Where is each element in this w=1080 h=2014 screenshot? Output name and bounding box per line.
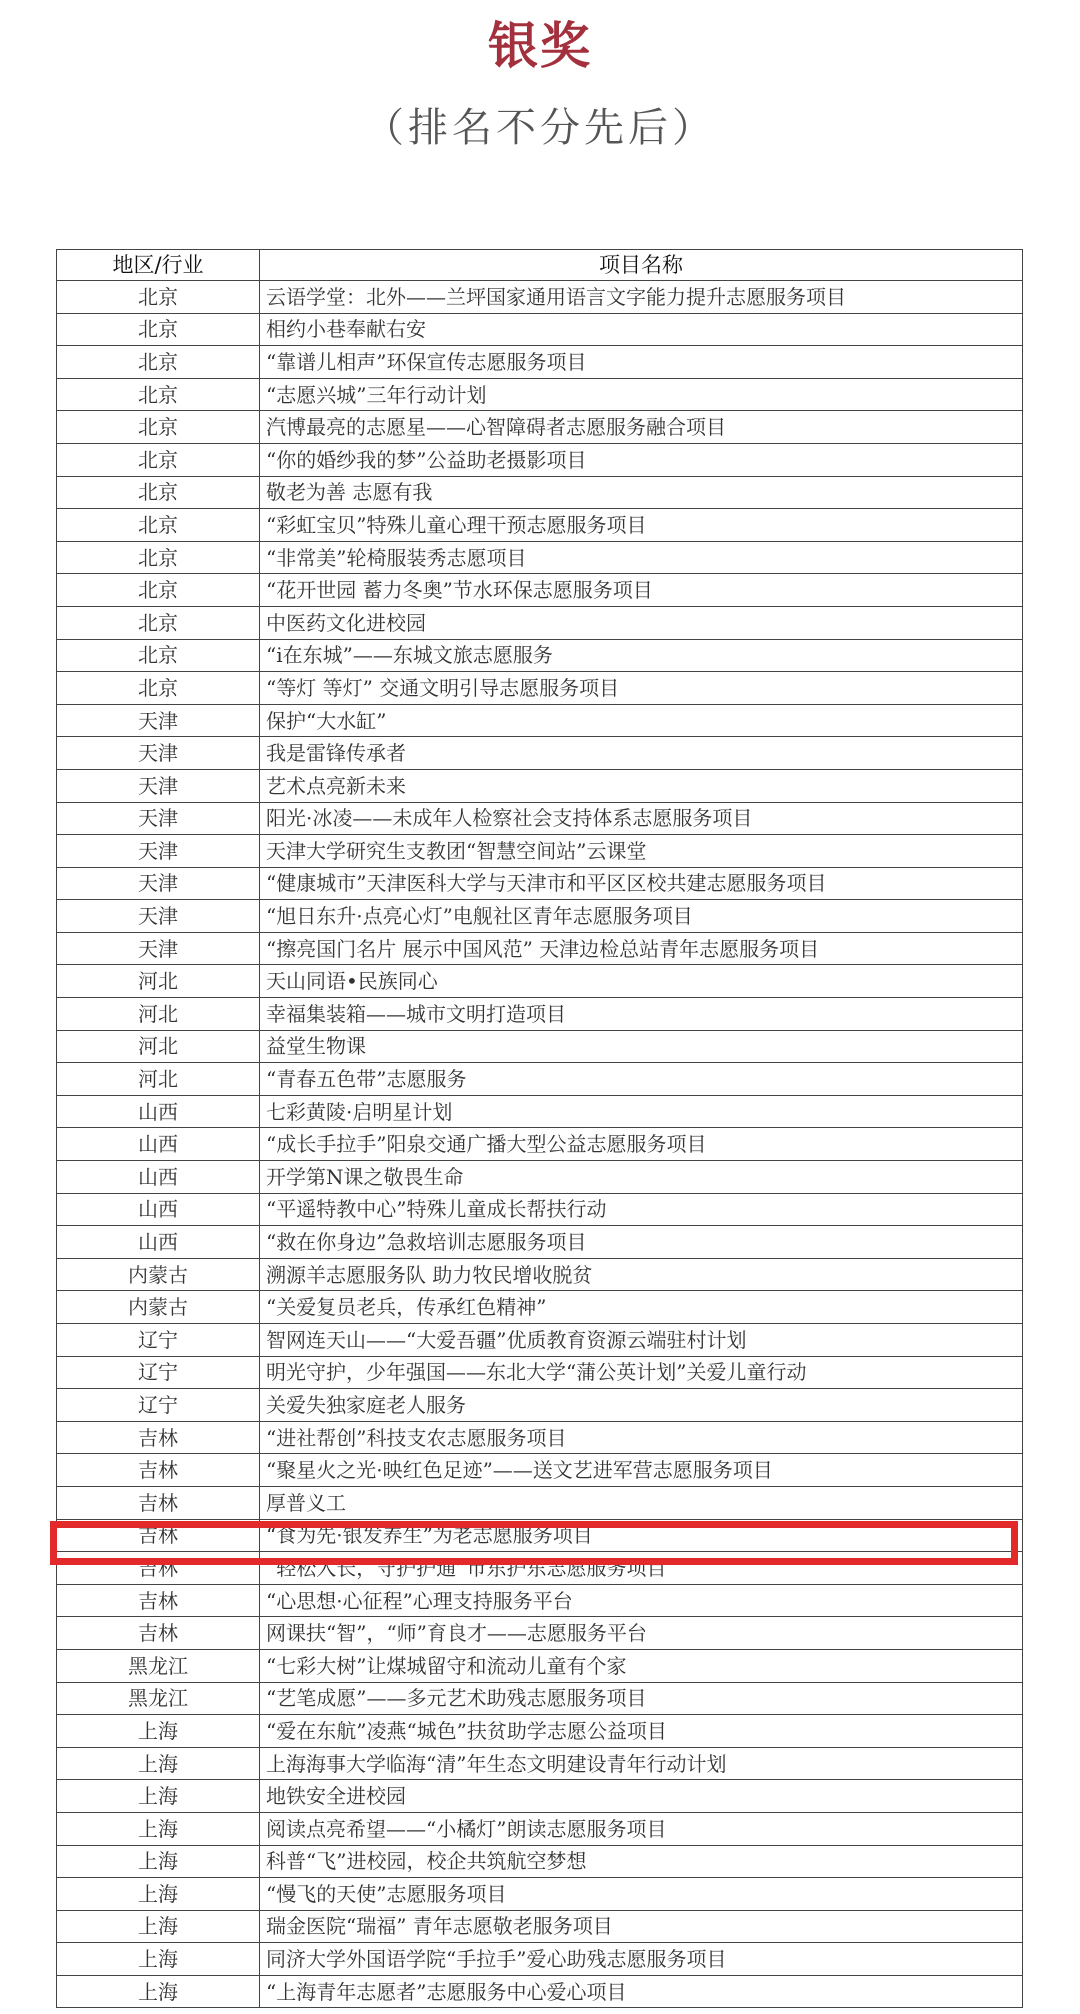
cell-region: 上海 — [57, 1845, 260, 1878]
header-project: 项目名称 — [260, 250, 1023, 281]
cell-region: 上海 — [57, 1780, 260, 1813]
cell-project: “志愿兴城”三年行动计划 — [260, 378, 1023, 411]
table-row — [57, 411, 1023, 444]
cell-region: 辽宁 — [57, 1324, 260, 1357]
table-row — [57, 443, 1023, 476]
cell-region: 山西 — [57, 1128, 260, 1161]
cell-region: 吉林 — [57, 1519, 260, 1552]
cell-region: 北京 — [57, 411, 260, 444]
cell-project: 瑞金医院“瑞福” 青年志愿敬老服务项目 — [260, 1910, 1023, 1943]
cell-region: 黑龙江 — [57, 1682, 260, 1715]
cell-region: 北京 — [57, 672, 260, 705]
cell-region: 辽宁 — [57, 1389, 260, 1422]
cell-region: 上海 — [57, 1975, 260, 2008]
cell-project: 云语学堂：北外——兰坪国家通用语言文字能力提升志愿服务项目 — [260, 281, 1023, 314]
table-row — [57, 606, 1023, 639]
cell-project: 开学第N课之敬畏生命 — [260, 1161, 1023, 1194]
cell-project: 智网连天山——“大爱吾疆”优质教育资源云端驻村计划 — [260, 1324, 1023, 1357]
cell-project: 科普“飞”进校园，校企共筑航空梦想 — [260, 1845, 1023, 1878]
cell-region: 山西 — [57, 1226, 260, 1259]
cell-project: “你的婚纱我的梦”公益助老摄影项目 — [260, 443, 1023, 476]
cell-project: “i在东城”——东城文旅志愿服务 — [260, 639, 1023, 672]
table-row — [57, 769, 1023, 802]
cell-region: 山西 — [57, 1095, 260, 1128]
table-row — [57, 1389, 1023, 1422]
cell-project: 艺术点亮新未来 — [260, 769, 1023, 802]
cell-project: 网课扶“智”，“师”育良才——志愿服务平台 — [260, 1617, 1023, 1650]
table-row — [57, 1193, 1023, 1226]
table-row — [57, 1063, 1023, 1096]
cell-project: “成长手拉手”阳泉交通广播大型公益志愿服务项目 — [260, 1128, 1023, 1161]
table-row — [57, 281, 1023, 314]
cell-project: “平遥特教中心”特殊儿童成长帮扶行动 — [260, 1193, 1023, 1226]
table-row — [57, 900, 1023, 933]
cell-region: 河北 — [57, 998, 260, 1031]
table-row — [57, 1780, 1023, 1813]
cell-project: 七彩黄陵·启明星计划 — [260, 1095, 1023, 1128]
table-row — [57, 1258, 1023, 1291]
cell-project: 地铁安全进校园 — [260, 1780, 1023, 1813]
cell-project: 阳光·冰凌——未成年人检察社会支持体系志愿服务项目 — [260, 802, 1023, 835]
table-row — [57, 1226, 1023, 1259]
table-row — [57, 509, 1023, 542]
cell-region: 天津 — [57, 769, 260, 802]
cell-region: 山西 — [57, 1161, 260, 1194]
table-row — [57, 1454, 1023, 1487]
cell-project: 相约小巷奉献右安 — [260, 313, 1023, 346]
table-row — [57, 1943, 1023, 1976]
cell-project: 关爱失独家庭老人服务 — [260, 1389, 1023, 1422]
cell-region: 北京 — [57, 476, 260, 509]
cell-region: 河北 — [57, 965, 260, 998]
table-row — [57, 639, 1023, 672]
cell-region: 河北 — [57, 1030, 260, 1063]
cell-region: 吉林 — [57, 1421, 260, 1454]
cell-project: 我是雷锋传承者 — [260, 737, 1023, 770]
cell-project: “进社帮创”科技支农志愿服务项目 — [260, 1421, 1023, 1454]
cell-project: “花开世园 蓄力冬奥”节水环保志愿服务项目 — [260, 574, 1023, 607]
table-row — [57, 541, 1023, 574]
table-row — [57, 1356, 1023, 1389]
table-header-row — [57, 250, 1023, 281]
page-title: 银奖 — [488, 17, 592, 75]
table-body — [57, 281, 1023, 2008]
table-row — [57, 802, 1023, 835]
table-row — [57, 574, 1023, 607]
cell-region: 山西 — [57, 1193, 260, 1226]
cell-region: 天津 — [57, 900, 260, 933]
table-row — [57, 1095, 1023, 1128]
cell-project: “关爱复员老兵，传承红色精神” — [260, 1291, 1023, 1324]
table-row — [57, 1747, 1023, 1780]
cell-region: 上海 — [57, 1747, 260, 1780]
cell-region: 上海 — [57, 1715, 260, 1748]
cell-region: 吉林 — [57, 1486, 260, 1519]
table-row — [57, 737, 1023, 770]
page-subtitle: （排名不分先后） — [364, 105, 716, 151]
cell-region: 吉林 — [57, 1454, 260, 1487]
cell-project: 天山同语•民族同心 — [260, 965, 1023, 998]
cell-project: “轻松入长，守护护通”市东护东志愿服务项目 — [260, 1552, 1023, 1585]
cell-project: 天津大学研究生支教团“智慧空间站”云课堂 — [260, 835, 1023, 868]
table-row — [57, 476, 1023, 509]
cell-project: “健康城市”天津医科大学与天津市和平区区校共建志愿服务项目 — [260, 867, 1023, 900]
cell-project: “慢飞的天使”志愿服务项目 — [260, 1878, 1023, 1911]
table-row — [57, 1519, 1023, 1552]
cell-region: 辽宁 — [57, 1356, 260, 1389]
cell-project: “非常美”轮椅服装秀志愿项目 — [260, 541, 1023, 574]
cell-region: 黑龙江 — [57, 1649, 260, 1682]
cell-region: 北京 — [57, 606, 260, 639]
table-row — [57, 704, 1023, 737]
cell-project: “七彩大树”让煤城留守和流动儿童有个家 — [260, 1649, 1023, 1682]
table-row — [57, 1682, 1023, 1715]
table-row — [57, 1845, 1023, 1878]
cell-project: “上海青年志愿者”志愿服务中心爱心项目 — [260, 1975, 1023, 2008]
table-row — [57, 1324, 1023, 1357]
table-row — [57, 378, 1023, 411]
table-row — [57, 1910, 1023, 1943]
table-row — [57, 1291, 1023, 1324]
cell-region: 天津 — [57, 867, 260, 900]
cell-region: 河北 — [57, 1063, 260, 1096]
cell-region: 北京 — [57, 443, 260, 476]
cell-project: 同济大学外国语学院“手拉手”爱心助残志愿服务项目 — [260, 1943, 1023, 1976]
table-row — [57, 672, 1023, 705]
cell-region: 北京 — [57, 281, 260, 314]
cell-project: 溯源羊志愿服务队 助力牧民增收脱贫 — [260, 1258, 1023, 1291]
cell-region: 北京 — [57, 574, 260, 607]
table-row — [57, 1812, 1023, 1845]
cell-project: “等灯 等灯” 交通文明引导志愿服务项目 — [260, 672, 1023, 705]
table-row — [57, 835, 1023, 868]
cell-project: 保护“大水缸” — [260, 704, 1023, 737]
cell-region: 内蒙古 — [57, 1258, 260, 1291]
header-region: 地区/行业 — [57, 250, 260, 281]
cell-region: 上海 — [57, 1910, 260, 1943]
cell-project: 阅读点亮希望——“小橘灯”朗读志愿服务项目 — [260, 1812, 1023, 1845]
cell-project: “青春五色带”志愿服务 — [260, 1063, 1023, 1096]
cell-region: 北京 — [57, 541, 260, 574]
cell-region: 上海 — [57, 1878, 260, 1911]
cell-region: 上海 — [57, 1943, 260, 1976]
cell-project: “心思想·心征程”心理支持服务平台 — [260, 1584, 1023, 1617]
awards-table — [56, 249, 1023, 2008]
cell-region: 天津 — [57, 932, 260, 965]
cell-region: 内蒙古 — [57, 1291, 260, 1324]
cell-region: 天津 — [57, 802, 260, 835]
table-row — [57, 1030, 1023, 1063]
cell-region: 天津 — [57, 737, 260, 770]
cell-region: 北京 — [57, 378, 260, 411]
cell-region: 吉林 — [57, 1617, 260, 1650]
table-row — [57, 1552, 1023, 1585]
cell-project: “旭日东升·点亮心灯”电舰社区青年志愿服务项目 — [260, 900, 1023, 933]
cell-project: 上海海事大学临海“清”年生态文明建设青年行动计划 — [260, 1747, 1023, 1780]
table-row — [57, 1584, 1023, 1617]
table-row — [57, 867, 1023, 900]
table-row — [57, 313, 1023, 346]
cell-project: 明光守护，少年强国——东北大学“蒲公英计划”关爱儿童行动 — [260, 1356, 1023, 1389]
table-row — [57, 1975, 1023, 2008]
cell-region: 天津 — [57, 704, 260, 737]
cell-project: “彩虹宝贝”特殊儿童心理干预志愿服务项目 — [260, 509, 1023, 542]
table-row — [57, 1128, 1023, 1161]
cell-project: “擦亮国门名片 展示中国风范” 天津边检总站青年志愿服务项目 — [260, 932, 1023, 965]
cell-region: 北京 — [57, 639, 260, 672]
cell-region: 吉林 — [57, 1552, 260, 1585]
table-row — [57, 932, 1023, 965]
cell-project: 汽博最亮的志愿星——心智障碍者志愿服务融合项目 — [260, 411, 1023, 444]
table-row — [57, 346, 1023, 379]
table-row — [57, 1421, 1023, 1454]
cell-project: 厚普义工 — [260, 1486, 1023, 1519]
cell-project: 中医药文化进校园 — [260, 606, 1023, 639]
cell-project: “爱在东航”凌燕“城色”扶贫助学志愿公益项目 — [260, 1715, 1023, 1748]
cell-project: “靠谱儿相声”环保宣传志愿服务项目 — [260, 346, 1023, 379]
cell-project: 幸福集装箱——城市文明打造项目 — [260, 998, 1023, 1031]
cell-project: 敬老为善 志愿有我 — [260, 476, 1023, 509]
cell-region: 北京 — [57, 346, 260, 379]
table-row — [57, 998, 1023, 1031]
cell-region: 吉林 — [57, 1584, 260, 1617]
table-row — [57, 1486, 1023, 1519]
cell-project: 益堂生物课 — [260, 1030, 1023, 1063]
cell-region: 北京 — [57, 313, 260, 346]
table-row — [57, 1878, 1023, 1911]
cell-region: 上海 — [57, 1812, 260, 1845]
cell-project: “聚星火之光·映红色足迹”——送文艺进军营志愿服务项目 — [260, 1454, 1023, 1487]
cell-project: “救在你身边”急救培训志愿服务项目 — [260, 1226, 1023, 1259]
table-row — [57, 1617, 1023, 1650]
cell-project: “食为先·银发养生”为老志愿服务项目 — [260, 1519, 1023, 1552]
table-row — [57, 1161, 1023, 1194]
cell-project: “艺笔成愿”——多元艺术助残志愿服务项目 — [260, 1682, 1023, 1715]
table-row — [57, 1715, 1023, 1748]
table-row — [57, 1649, 1023, 1682]
cell-region: 北京 — [57, 509, 260, 542]
cell-region: 天津 — [57, 835, 260, 868]
table-row — [57, 965, 1023, 998]
